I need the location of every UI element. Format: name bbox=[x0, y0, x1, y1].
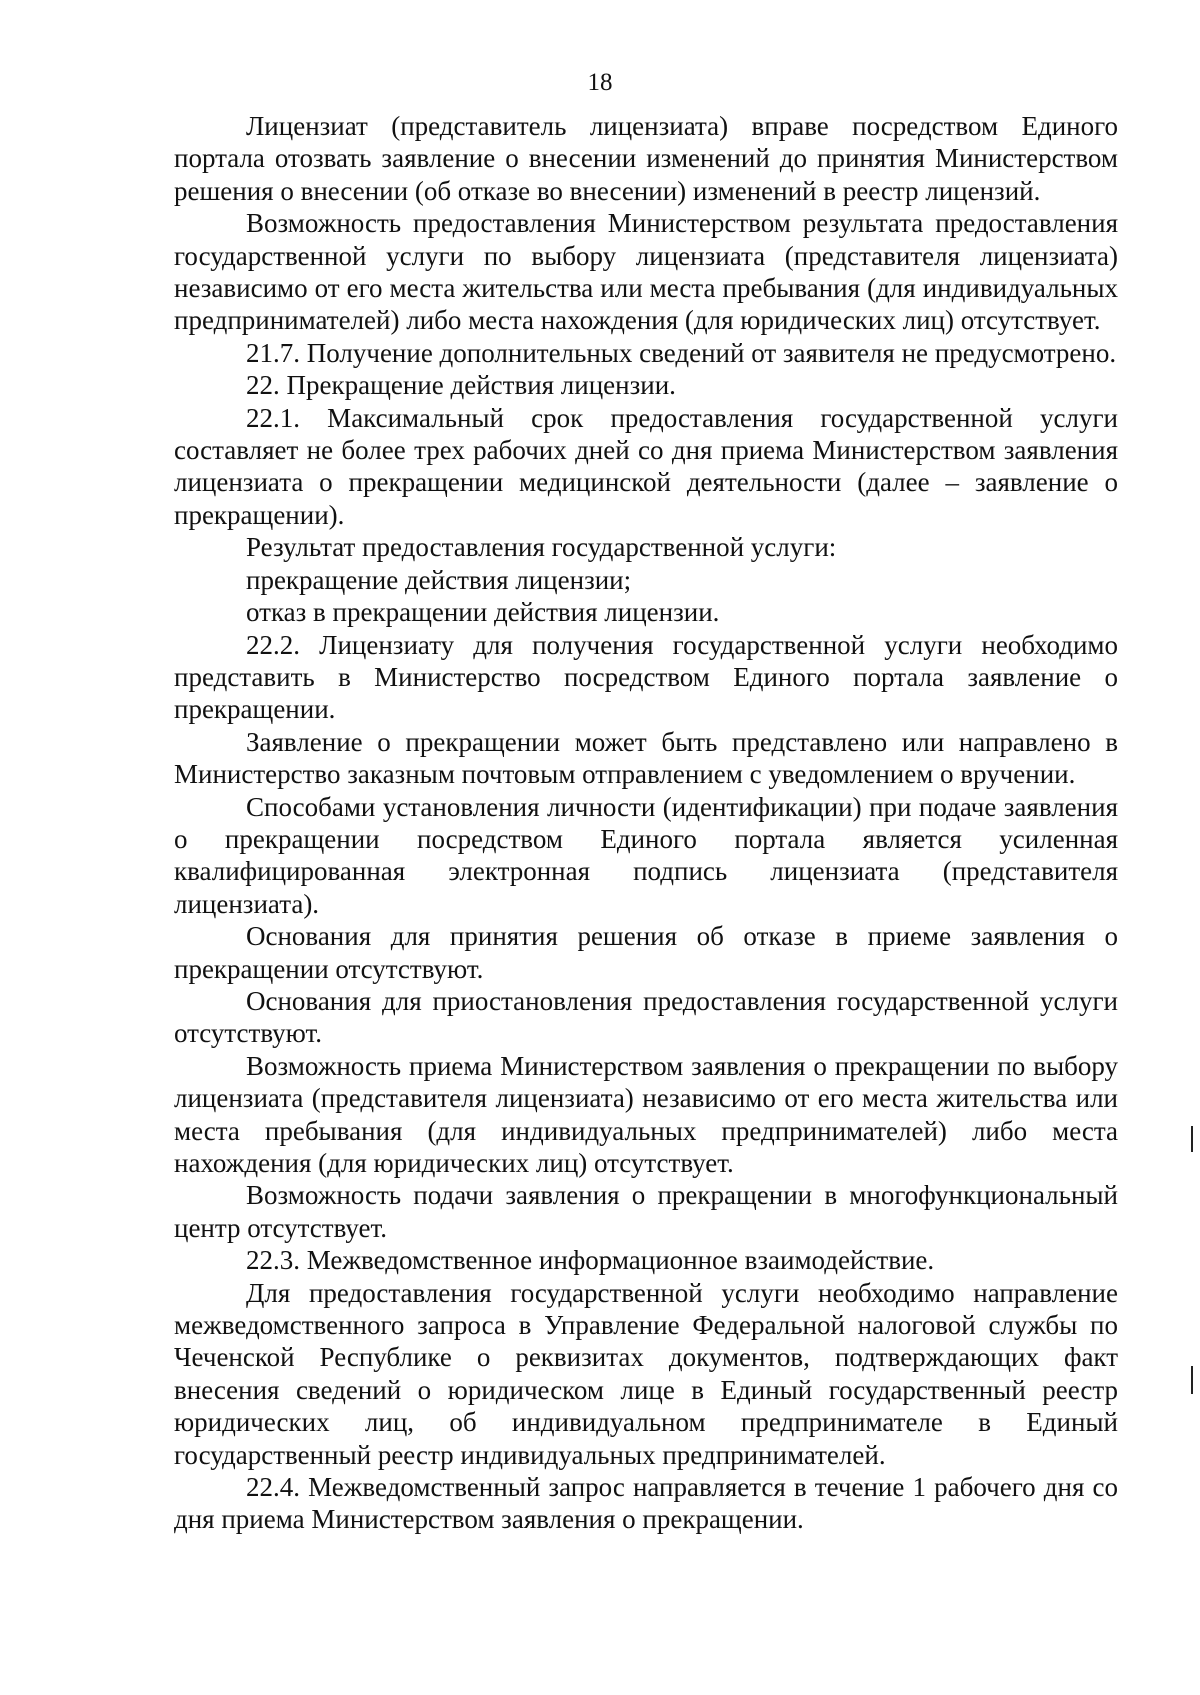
paragraph-license-withdrawal: Лицензиат (представитель лицензиата) вправе посредством Единого портала отозвать заявление о внесении изменений до принятия Министерством решения о внесении (об отказе во внесении) изменений в реестр лицензий. bbox=[174, 111, 1118, 206]
paragraph-21-7: 21.7. Получение дополнительных сведений от заявителя не предусмотрено. bbox=[246, 337, 1117, 368]
margin-mark bbox=[1191, 1126, 1193, 1152]
section-heading-22: 22. Прекращение действия лицензии. bbox=[246, 370, 676, 401]
paragraph-22-3: 22.3. Межведомственное информационное взаимодействие. bbox=[246, 1245, 935, 1276]
paragraph-suspension-grounds: Основания для приостановления предоставления государственной услуги отсутствуют. bbox=[174, 985, 1118, 1049]
paragraph-22-2: 22.2. Лицензиату для получения государственной услуги необходимо представить в Министерство посредством Единого портала заявление о прекращении. bbox=[174, 629, 1118, 725]
paragraph-acceptance-location: Возможность приема Министерством заявления о прекращении по выбору лицензиата (представителя лицензиата) независимо от его места жительства или места пребывания (для индивидуальных предпринимателей) либо места нахождения (для юридических лиц) отсутствует. bbox=[174, 1050, 1118, 1178]
paragraph-postal-submission: Заявление о прекращении может быть представлено или направлено в Министерство заказным почтовым отправлением с уведомлением о вручении. bbox=[174, 726, 1118, 790]
paragraph-result-location: Возможность предоставления Министерством результата предоставления государственной услуги по выбору лицензиата (представителя лицензиата) независимо от его места жительства или места пребывания (для индивидуальных предпринимателей) либо места нахождения (для юридических лиц) отсутствует. bbox=[174, 208, 1118, 336]
paragraph-interagency-request: Для предоставления государственной услуги необходимо направление межведомственного запроса в Управление Федеральной налоговой службы по Чеченской Республике о реквизитах документов, подтверждающих факт внесения сведений о юридическом лице в Единый государственный реестр юридических лиц, об индивидуальном предпринимателе в Единый государственный реестр индивидуальных предпринимателей. bbox=[174, 1277, 1118, 1470]
margin-mark bbox=[1191, 1366, 1193, 1394]
list-item-refusal: отказ в прекращении действия лицензии. bbox=[246, 597, 720, 628]
paragraph-mfc: Возможность подачи заявления о прекращении в многофункциональный центр отсутствует. bbox=[174, 1180, 1118, 1243]
paragraph-22-4: 22.4. Межведомственный запрос направляется в течение 1 рабочего дня со дня приема Министерством заявления о прекращении. bbox=[174, 1472, 1118, 1535]
document-body bbox=[174, 110, 1118, 1536]
paragraph-result-intro: Результат предоставления государственной услуги: bbox=[246, 532, 837, 563]
paragraph-22-1: 22.1. Максимальный срок предоставления государственной услуги составляет не более трех рабочих дней со дня приема Министерством заявления лицензиата о прекращении медицинской деятельности (далее – заявление о прекращении). bbox=[174, 402, 1118, 530]
paragraph-identification: Способами установления личности (идентификации) при подаче заявления о прекращении посредством Единого портала является усиленная квалифицированная электронная подпись лицензиата (представителя лицензиата). bbox=[174, 791, 1118, 919]
list-item-termination: прекращение действия лицензии; bbox=[246, 564, 632, 595]
paragraph-refusal-grounds: Основания для принятия решения об отказе в приеме заявления о прекращении отсутствуют. bbox=[174, 921, 1118, 984]
page-number: 18 bbox=[587, 69, 613, 96]
